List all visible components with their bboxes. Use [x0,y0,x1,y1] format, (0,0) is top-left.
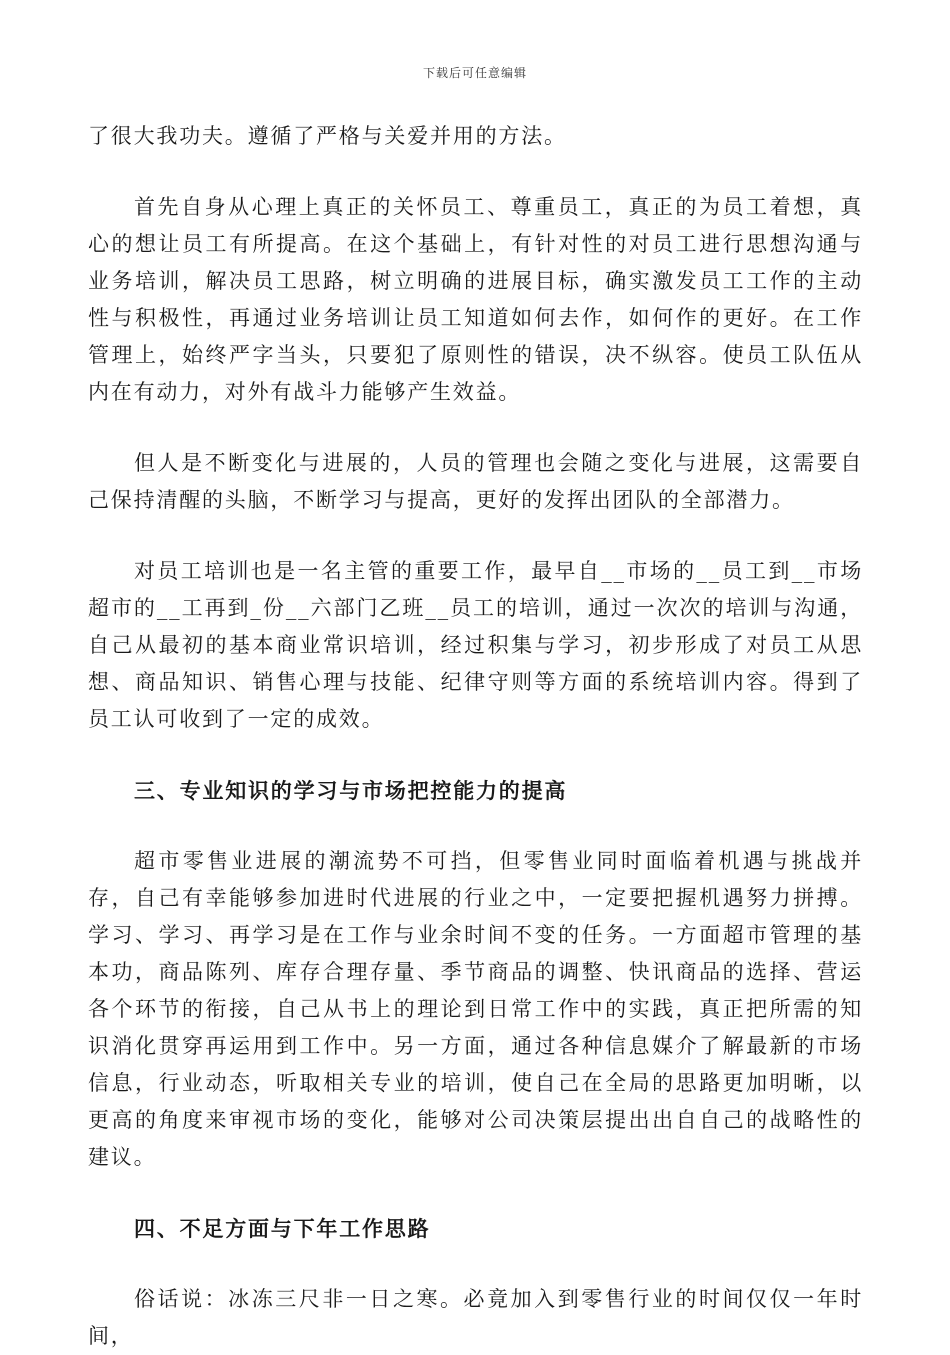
section-heading-3: 三、专业知识的学习与市场把控能力的提高 [134,778,568,803]
section-heading-4: 四、不足方面与下年工作思路 [134,1216,431,1241]
paragraph-3: 但人是不断变化与进展的，人员的管理也会随之变化与进展，这需要自己保持清醒的头脑，不断学习与提高，更好的发挥出团队的全部潜力。 [88,451,863,512]
paragraph-6: 俗话说：冰冻三尺非一日之寒。必竟加入到零售行业的时间仅仅一年时间， [88,1287,863,1348]
paragraph-4: 对员工培训也是一名主管的重要工作，最早自__市场的__员工到__市场超市的__工再到_份__六部门乙班__员工的培训，通过一次次的培训与沟通，自己从最初的基本商业常识培训，经过积集与学习，初步形成了对员工从思想、商品知识、销售心理与技能、纪律守则等方面的系统培训内容。得到了员工认可收到了一定的成效。 [88,559,863,731]
paragraph-2: 首先自身从心理上真正的关怀员工、尊重员工，真正的为员工着想，真心的想让员工有所提高。在这个基础上，有针对性的对员工进行思想沟通与业务培训，解决员工思路，树立明确的进展目标，确实激发员工工作的主动性与积极性，再通过业务培训让员工知道如何去作，如何作的更好。在工作管理上，始终严字当头，只要犯了原则性的错误，决不纵容。使员工队伍从内在有动力，对外有战斗力能够产生效益。 [88,195,863,404]
paragraph-5: 超市零售业进展的潮流势不可挡，但零售业同时面临着机遇与挑战并存，自己有幸能够参加进时代进展的行业之中，一定要把握机遇努力拼搏。学习、学习、再学习是在工作与业余时间不变的任务。一方面超市管理的基本功，商品陈列、库存合理存量、季节商品的调整、快讯商品的选择、营运各个环节的衔接，自己从书上的理论到日常工作中的实践，真正把所需的知识消化贯穿再运用到工作中。另一方面，通过各种信息媒介了解最新的市场信息，行业动态，听取相关专业的培训，使自己在全局的思路更加明晰，以更高的角度来审视市场的变化，能够对公司决策层提出出自自己的战略性的建议。 [88,849,863,1169]
document-body [88,118,863,1355]
page-header: 下载后可任意编辑 [422,66,527,80]
paragraph-1: 了很大我功夫。遵循了严格与关爱并用的方法。 [88,124,567,148]
